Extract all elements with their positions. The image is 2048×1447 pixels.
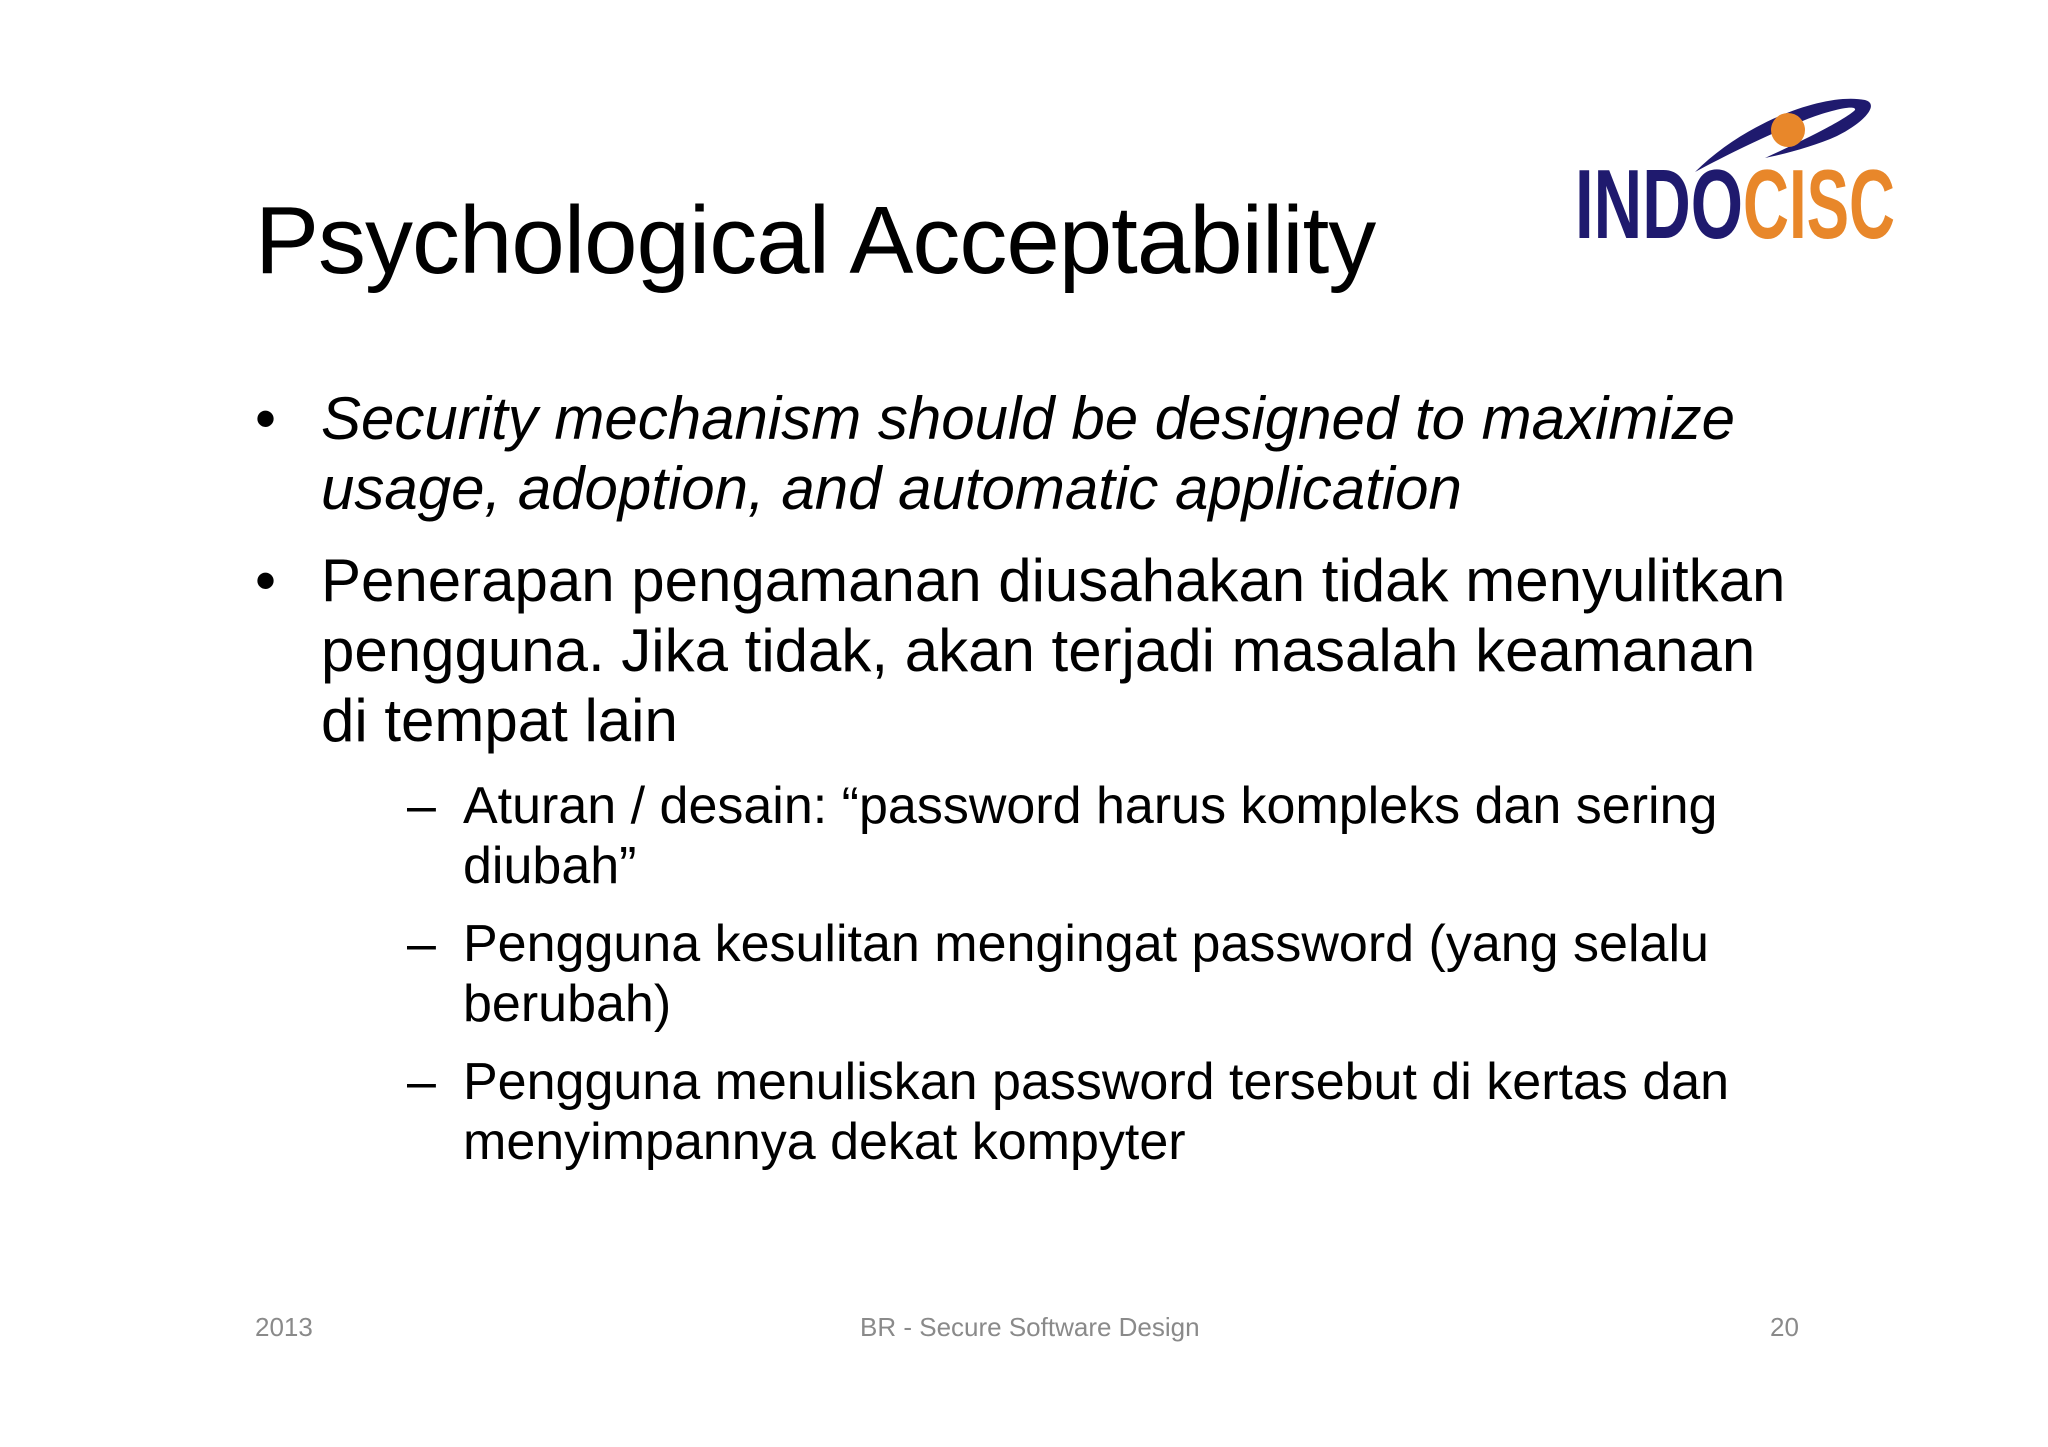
bullet-item [255, 546, 1815, 1172]
dash-marker: – [407, 1053, 436, 1111]
sub-bullet-item [407, 1052, 1815, 1172]
dash-marker: – [407, 915, 436, 973]
sub-bullet-item [407, 914, 1815, 1034]
slide-title: Psychological Acceptability [255, 187, 1376, 294]
sub-bullet-list [407, 776, 1815, 1172]
bullet-item [255, 384, 1815, 524]
footer-year: 2013 [255, 1312, 313, 1342]
dash-marker: – [407, 777, 436, 835]
svg-text:INDO: INDO [1575, 149, 1743, 252]
svg-text:CISC: CISC [1743, 149, 1895, 252]
page-number: 20 [1770, 1312, 1799, 1342]
bullet-text: Penerapan pengamanan diusahakan tidak menyulitkan pengguna. Jika tidak, akan terjadi masalah keamanan di tempat lain [321, 547, 1786, 754]
sub-bullet-text: Pengguna menuliskan password tersebut di kertas dan menyimpannya dekat kompyter [463, 1053, 1730, 1171]
sub-bullet-item [407, 776, 1815, 896]
bullet-text: Security mechanism should be designed to maximize usage, adoption, and automatic application [321, 385, 1736, 522]
bullet-marker: • [255, 385, 277, 452]
sub-bullet-text: Pengguna kesulitan mengingat password (yang selalu berubah) [463, 915, 1709, 1033]
sub-bullet-text: Aturan / desain: “password harus kompleks dan sering diubah” [463, 777, 1718, 895]
footer-title: BR - Secure Software Design [860, 1312, 1200, 1342]
slide-body [255, 384, 1815, 1194]
indocisc-logo [1575, 92, 1895, 252]
bullet-marker: • [255, 547, 277, 614]
